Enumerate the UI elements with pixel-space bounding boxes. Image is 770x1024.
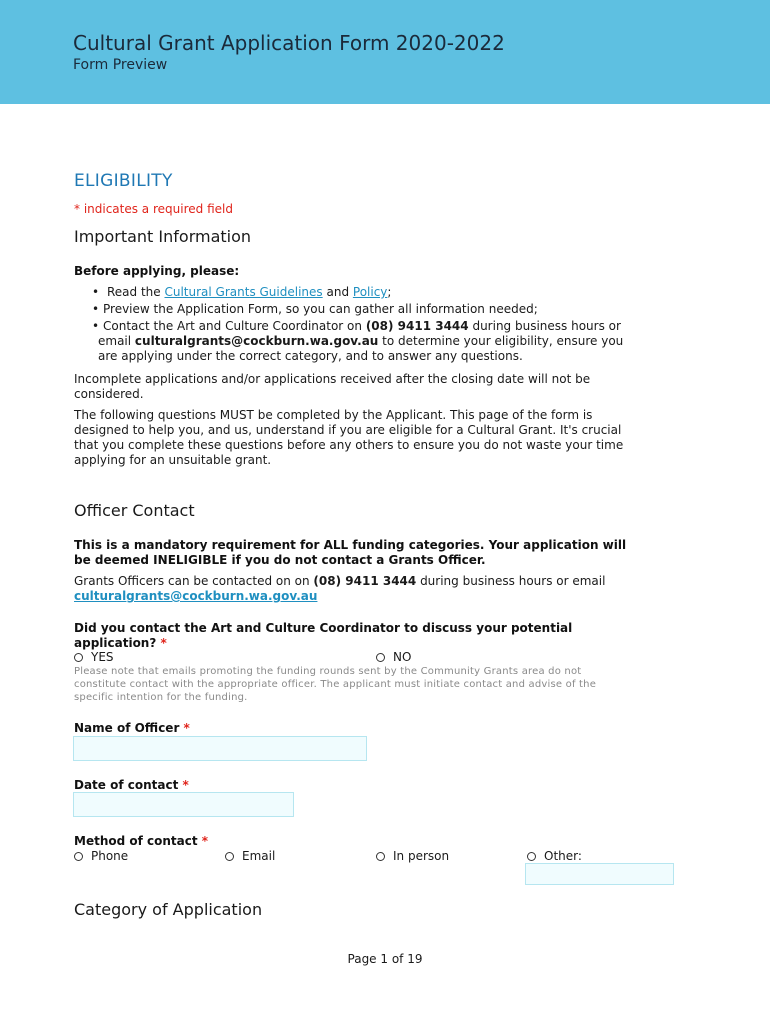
radio-label: Other: (544, 849, 582, 863)
email-link[interactable]: culturalgrants@cockburn.wa.gov.au (74, 589, 318, 603)
date-of-contact-input[interactable] (73, 792, 294, 817)
list-item: • Read the Cultural Grants Guidelines and Policy; (92, 285, 392, 299)
method-other-radio[interactable] (527, 849, 582, 863)
para-line: that you complete these questions before any others to ensure you do not waste your time (74, 438, 624, 452)
para-line: be deemed INELIGIBLE if you do not contact a Grants Officer. (74, 553, 486, 567)
radio-circle-icon (527, 852, 536, 861)
phone-number: (08) 9411 3444 (313, 574, 417, 588)
radio-circle-icon (376, 653, 385, 662)
bullet-text: email (98, 334, 135, 348)
radio-label: Email (242, 849, 276, 863)
form-title: Cultural Grant Application Form 2020-2022 (73, 31, 505, 55)
name-of-officer-input[interactable] (73, 736, 367, 761)
para-line: This is a mandatory requirement for ALL funding categories. Your application will (74, 538, 627, 552)
para-line: Grants Officers can be contacted on on (74, 574, 314, 588)
note-line: constitute contact with the appropriate officer. The applicant must initiate contact and advise of the (74, 679, 597, 690)
field-label: Method of contact (74, 834, 198, 848)
questions-paragraph (74, 408, 674, 468)
method-other-input[interactable] (525, 863, 674, 885)
para-line: designed to help you, and us, understand if you are eligible for a Cultural Grant. It's crucial (74, 423, 622, 437)
phone-number: (08) 9411 3444 (365, 319, 469, 333)
question-line: Did you contact the Art and Culture Coordinator to discuss your potential (74, 621, 573, 635)
radio-label: YES (91, 650, 114, 664)
bullet-text: Contact the Art and Culture Coordinator on (103, 319, 366, 333)
important-info-heading: Important Information (74, 227, 252, 246)
bullet-text: ; (387, 285, 392, 299)
bullet-text: Preview the Application Form, so you can gather all information needed; (103, 302, 538, 316)
date-of-contact-label (74, 778, 189, 792)
contact-question (74, 621, 572, 651)
contact-note (74, 665, 664, 704)
question-line: application? (74, 636, 157, 650)
required-star: * (182, 778, 189, 792)
guidelines-link[interactable]: Cultural Grants Guidelines (164, 285, 323, 299)
required-star: * (183, 721, 190, 735)
bullet-text: Read the (107, 285, 165, 299)
no-radio[interactable] (376, 650, 411, 664)
required-field-note: * indicates a required field (74, 202, 233, 216)
policy-link[interactable]: Policy (352, 285, 388, 299)
para-line: during business hours or email (416, 574, 606, 588)
radio-label: NO (393, 650, 412, 664)
incomplete-applications-paragraph (74, 372, 674, 402)
category-heading: Category of Application (74, 900, 263, 919)
para-line: applying for an unsuitable grant. (74, 453, 272, 467)
list-item: • Preview the Application Form, so you can gather all information needed; (92, 302, 538, 316)
radio-label: In person (393, 849, 450, 863)
form-subtitle: Form Preview (73, 57, 168, 73)
method-of-contact-label (74, 834, 208, 848)
method-in-person-radio[interactable] (376, 849, 449, 863)
method-email-radio[interactable] (225, 849, 275, 863)
bullet-text: are applying under the correct category, and to answer any questions. (98, 349, 523, 363)
header-banner (0, 0, 770, 104)
officer-contact-heading: Officer Contact (74, 501, 195, 520)
bullet-text: to determine your eligibility, ensure you (378, 334, 624, 348)
radio-label: Phone (91, 849, 129, 863)
field-label: Date of contact (74, 778, 179, 792)
para-line: considered. (74, 387, 144, 401)
page-number: Page 1 of 19 (347, 952, 423, 966)
para-line: The following questions MUST be completed by the Applicant. This page of the form is (74, 408, 593, 422)
radio-circle-icon (376, 852, 385, 861)
note-line: specific intention for the funding. (74, 692, 248, 703)
grants-officer-contact-text (74, 574, 674, 604)
radio-circle-icon (225, 852, 234, 861)
required-star: * (201, 834, 209, 848)
method-phone-radio[interactable] (74, 849, 128, 863)
bullet-text: during business hours or (468, 319, 621, 333)
list-item: • Contact the Art and Culture Coordinator on (08) 9411 3444 during business hours or email culturalgrants@cockburn.wa.gov.au to determine your eligibility, ensure you are applying under the correct category, and to answer any questions. (92, 319, 624, 363)
name-of-officer-label (74, 721, 190, 735)
note-line: Please note that emails promoting the funding rounds sent by the Community Grants area do not (74, 666, 582, 677)
radio-circle-icon (74, 852, 83, 861)
para-line: Incomplete applications and/or applications received after the closing date will not be (74, 372, 591, 386)
bullet-text: and (322, 285, 353, 299)
field-label: Name of Officer (74, 721, 180, 735)
before-applying-label: Before applying, please: (74, 264, 240, 278)
instructions-list (74, 285, 674, 366)
yes-radio[interactable] (74, 650, 114, 664)
mandatory-requirement-note (74, 538, 684, 568)
email-address: culturalgrants@cockburn.wa.gov.au (134, 334, 379, 348)
radio-circle-icon (74, 653, 83, 662)
required-star: * (160, 636, 167, 650)
section-title-eligibility: ELIGIBILITY (74, 171, 173, 191)
